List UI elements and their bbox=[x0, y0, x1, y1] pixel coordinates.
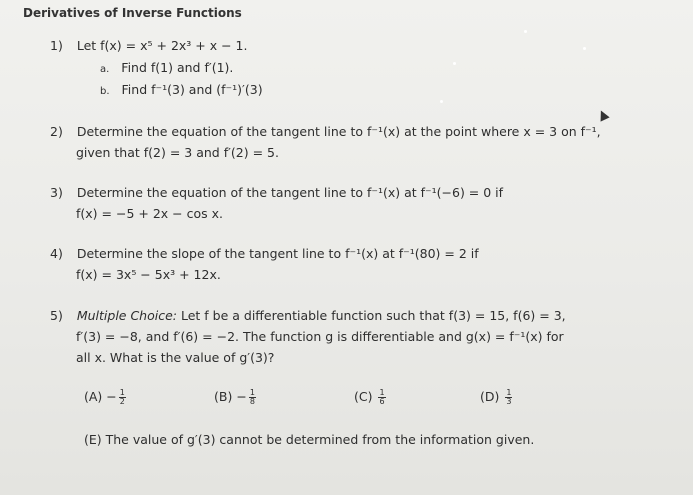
problem-1b bbox=[100, 82, 263, 97]
problem-3 bbox=[50, 185, 503, 200]
problem-5-line-2: f′(3) = −8, and f′(6) = −2. The function g is differentiable and g(x) = f⁻¹(x) for bbox=[76, 329, 564, 344]
worksheet-title: Derivatives of Inverse Functions bbox=[23, 6, 242, 20]
choice-a-fraction bbox=[119, 389, 126, 406]
choice-d-numerator: 1 bbox=[506, 388, 512, 397]
paper-speck bbox=[440, 100, 443, 103]
problem-3-line-2: f(x) = −5 + 2x − cos x. bbox=[76, 206, 223, 221]
choice-a bbox=[84, 389, 126, 406]
mouse-pointer-icon bbox=[596, 108, 609, 121]
problem-4-line-2: f(x) = 3x⁵ − 5x³ + 12x. bbox=[76, 267, 221, 282]
choice-b-fraction bbox=[249, 389, 256, 406]
problem-1a-text: Find f(1) and f′(1). bbox=[121, 60, 234, 75]
problem-3-line-1: Determine the equation of the tangent line to f⁻¹(x) at f⁻¹(−6) = 0 if bbox=[76, 185, 504, 200]
problem-5-line-1: Let f be a differentiable function such that f(3) = 15, f(6) = 3, bbox=[180, 308, 566, 323]
problem-1b-text: Find f⁻¹(3) and (f⁻¹)′(3) bbox=[121, 82, 263, 97]
choice-c-numerator: 1 bbox=[379, 388, 385, 397]
paper-speck bbox=[583, 47, 586, 50]
problem-1 bbox=[50, 38, 247, 53]
choice-c-label: (C) bbox=[354, 389, 373, 404]
choice-d-label: (D) bbox=[480, 389, 500, 404]
choice-c-fraction bbox=[378, 389, 385, 406]
choice-c bbox=[354, 389, 386, 406]
problem-5-number: 5) bbox=[50, 308, 63, 323]
problem-1-stem: Let f(x) = x⁵ + 2x³ + x − 1. bbox=[76, 38, 248, 53]
problem-3-number: 3) bbox=[50, 185, 63, 200]
problem-4-number: 4) bbox=[50, 246, 63, 261]
choice-a-sign: − bbox=[106, 389, 117, 404]
choice-a-label: (A) bbox=[84, 389, 103, 404]
problem-5 bbox=[50, 308, 566, 323]
choice-b-label: (B) bbox=[214, 389, 233, 404]
choice-a-denominator: 2 bbox=[119, 397, 125, 406]
choice-d-fraction bbox=[505, 389, 512, 406]
problem-1a bbox=[100, 60, 233, 75]
choice-d-denominator: 3 bbox=[506, 397, 512, 406]
choice-c-denominator: 6 bbox=[379, 397, 385, 406]
paper-speck bbox=[453, 62, 456, 65]
problem-1b-label: b. bbox=[100, 86, 110, 97]
problem-5-line-3: all x. What is the value of g′(3)? bbox=[76, 350, 275, 365]
problem-4-line-1: Determine the slope of the tangent line to f⁻¹(x) at f⁻¹(80) = 2 if bbox=[76, 246, 479, 261]
choice-d bbox=[480, 389, 512, 406]
problem-2 bbox=[50, 124, 601, 139]
problem-2-line-2: given that f(2) = 3 and f′(2) = 5. bbox=[76, 145, 279, 160]
problem-1a-label: a. bbox=[100, 64, 110, 75]
choice-b bbox=[214, 389, 256, 406]
paper-speck bbox=[524, 30, 527, 33]
choice-b-sign: − bbox=[236, 389, 247, 404]
choice-b-denominator: 8 bbox=[249, 397, 255, 406]
problem-1-number: 1) bbox=[50, 38, 63, 53]
choice-b-numerator: 1 bbox=[249, 388, 255, 397]
problem-2-line-1: Determine the equation of the tangent line to f⁻¹(x) at the point where x = 3 on f⁻¹, bbox=[76, 124, 601, 139]
problem-5-lead: Multiple Choice: bbox=[76, 308, 177, 323]
choice-a-numerator: 1 bbox=[119, 388, 125, 397]
choice-e: (E) The value of g′(3) cannot be determined from the information given. bbox=[84, 432, 535, 447]
problem-4 bbox=[50, 246, 479, 261]
problem-2-number: 2) bbox=[50, 124, 63, 139]
